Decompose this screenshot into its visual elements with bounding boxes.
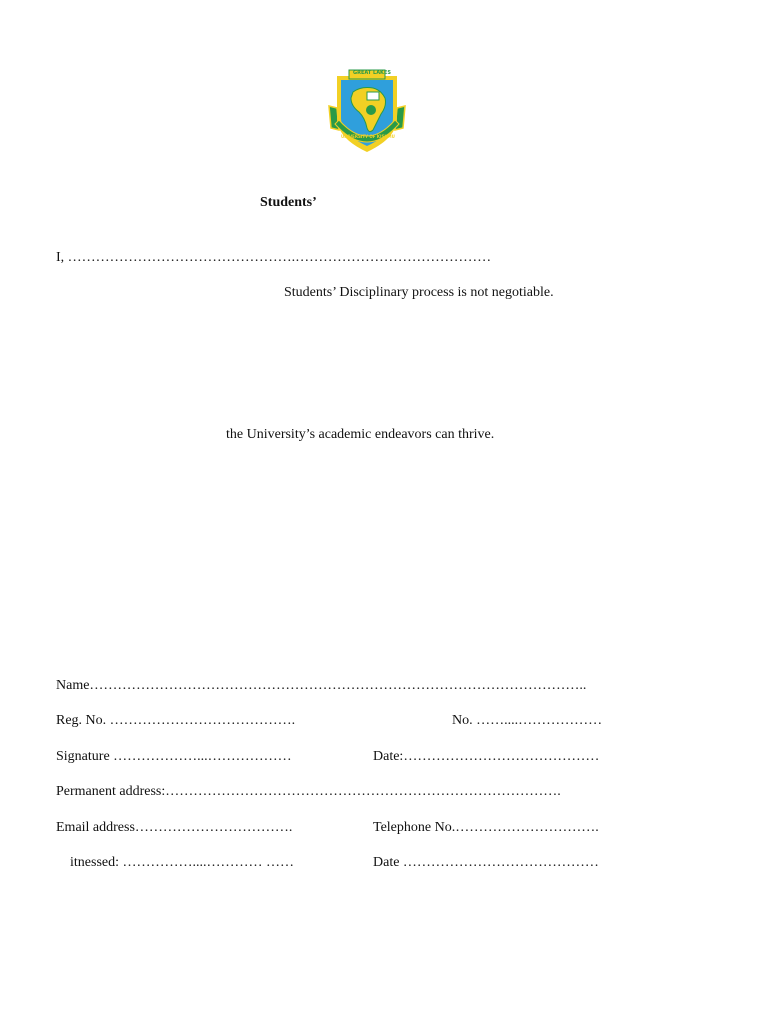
university-crest-icon <box>327 68 407 154</box>
statement-academic: the University’s academic endeavors can thrive. <box>226 427 495 442</box>
logo-banner-text: GREAT LAKES <box>353 70 391 76</box>
pledge-line: I, ………………………………………….…………………………………… <box>56 250 492 265</box>
statement-disciplinary: Students’ Disciplinary process is not negotiable. <box>284 285 554 300</box>
field-date: Date:…………………………………… <box>373 749 600 764</box>
field-signature: Signature ………………...……………… <box>56 749 292 764</box>
field-name: Name…………………………………………………………………………………………….. <box>56 678 587 693</box>
field-telephone-no: Telephone No.…………………………. <box>373 820 599 835</box>
field-permanent-address: Permanent address:…………………………………………………………………………. <box>56 784 561 799</box>
logo-arc-text: UNIVERSITY OF KISUMU <box>341 134 395 139</box>
document-heading: Students’ <box>260 195 317 210</box>
field-reg-no: Reg. No. …………………………………. <box>56 713 296 728</box>
field-email-address: Email address……………………………. <box>56 820 293 835</box>
field-witnessed: itnessed: ……………....………… …… <box>70 855 294 870</box>
field-no: No. ……....……………… <box>452 713 603 728</box>
field-witness-date: Date …………………………………… <box>373 855 599 870</box>
university-logo <box>327 68 407 154</box>
